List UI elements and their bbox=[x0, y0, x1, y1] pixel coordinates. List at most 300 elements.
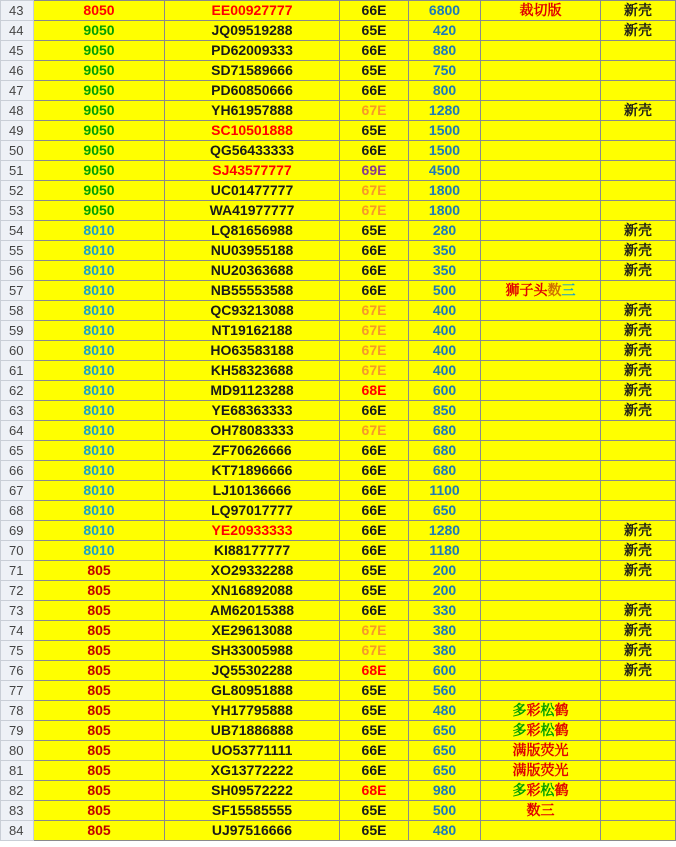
shell-cell[interactable]: 新壳 bbox=[601, 1, 676, 21]
shell-cell[interactable] bbox=[601, 61, 676, 81]
row-number[interactable]: 65 bbox=[1, 441, 34, 461]
row-number[interactable]: 75 bbox=[1, 641, 34, 661]
note-cell[interactable] bbox=[481, 481, 601, 501]
code-cell[interactable]: XO29332288 bbox=[165, 561, 340, 581]
type-cell[interactable]: 66E bbox=[340, 401, 409, 421]
code-cell[interactable]: YH17795888 bbox=[165, 701, 340, 721]
code-cell[interactable]: XN16892088 bbox=[165, 581, 340, 601]
row-number[interactable]: 46 bbox=[1, 61, 34, 81]
series-cell[interactable]: 8010 bbox=[34, 301, 165, 321]
price-cell[interactable]: 680 bbox=[409, 461, 481, 481]
series-cell[interactable]: 805 bbox=[34, 781, 165, 801]
row-number[interactable]: 51 bbox=[1, 161, 34, 181]
note-cell[interactable] bbox=[481, 681, 601, 701]
type-cell[interactable]: 66E bbox=[340, 741, 409, 761]
shell-cell[interactable]: 新壳 bbox=[601, 241, 676, 261]
type-cell[interactable]: 65E bbox=[340, 581, 409, 601]
series-cell[interactable]: 8010 bbox=[34, 421, 165, 441]
row-number[interactable]: 79 bbox=[1, 721, 34, 741]
type-cell[interactable]: 65E bbox=[340, 561, 409, 581]
row-number[interactable]: 72 bbox=[1, 581, 34, 601]
series-cell[interactable]: 805 bbox=[34, 741, 165, 761]
row-number[interactable]: 56 bbox=[1, 261, 34, 281]
code-cell[interactable]: XG13772222 bbox=[165, 761, 340, 781]
table-row bbox=[1, 181, 676, 201]
type-cell[interactable]: 66E bbox=[340, 761, 409, 781]
shell-cell[interactable] bbox=[601, 421, 676, 441]
series-cell[interactable]: 8010 bbox=[34, 381, 165, 401]
code-cell[interactable]: XE29613088 bbox=[165, 621, 340, 641]
note-cell[interactable] bbox=[481, 581, 601, 601]
series-cell[interactable]: 9050 bbox=[34, 81, 165, 101]
series-cell[interactable]: 805 bbox=[34, 801, 165, 821]
code-cell[interactable]: SH09572222 bbox=[165, 781, 340, 801]
series-cell[interactable]: 805 bbox=[34, 821, 165, 841]
row-number[interactable]: 43 bbox=[1, 1, 34, 21]
type-cell[interactable]: 68E bbox=[340, 781, 409, 801]
price-cell[interactable]: 400 bbox=[409, 321, 481, 341]
code-cell[interactable]: YE68363333 bbox=[165, 401, 340, 421]
shell-cell[interactable]: 新壳 bbox=[601, 101, 676, 121]
price-cell[interactable]: 6800 bbox=[409, 1, 481, 21]
price-cell[interactable]: 480 bbox=[409, 821, 481, 841]
code-cell[interactable]: QG56433333 bbox=[165, 141, 340, 161]
price-cell[interactable]: 650 bbox=[409, 761, 481, 781]
shell-cell[interactable] bbox=[601, 801, 676, 821]
table-row bbox=[1, 581, 676, 601]
code-cell[interactable]: SF15585555 bbox=[165, 801, 340, 821]
shell-cell[interactable] bbox=[601, 461, 676, 481]
price-cell[interactable]: 380 bbox=[409, 621, 481, 641]
type-cell[interactable]: 66E bbox=[340, 261, 409, 281]
type-cell[interactable]: 66E bbox=[340, 281, 409, 301]
code-cell[interactable]: LJ10136666 bbox=[165, 481, 340, 501]
code-cell[interactable]: NU03955188 bbox=[165, 241, 340, 261]
row-number[interactable]: 80 bbox=[1, 741, 34, 761]
price-cell[interactable]: 400 bbox=[409, 361, 481, 381]
note-cell[interactable] bbox=[481, 181, 601, 201]
code-cell[interactable]: EE00927777 bbox=[165, 1, 340, 21]
type-cell[interactable]: 65E bbox=[340, 681, 409, 701]
type-cell[interactable]: 66E bbox=[340, 601, 409, 621]
shell-cell[interactable] bbox=[601, 681, 676, 701]
shell-cell[interactable]: 新壳 bbox=[601, 221, 676, 241]
shell-cell[interactable] bbox=[601, 141, 676, 161]
price-cell[interactable]: 500 bbox=[409, 281, 481, 301]
shell-cell[interactable]: 新壳 bbox=[601, 381, 676, 401]
price-cell[interactable]: 1500 bbox=[409, 141, 481, 161]
series-cell[interactable]: 805 bbox=[34, 761, 165, 781]
series-cell[interactable]: 8010 bbox=[34, 341, 165, 361]
price-cell[interactable]: 480 bbox=[409, 701, 481, 721]
type-cell[interactable]: 65E bbox=[340, 821, 409, 841]
row-number[interactable]: 57 bbox=[1, 281, 34, 301]
series-cell[interactable]: 805 bbox=[34, 561, 165, 581]
note-cell[interactable] bbox=[481, 521, 601, 541]
note-cell[interactable] bbox=[481, 761, 601, 781]
code-cell[interactable]: SD71589666 bbox=[165, 61, 340, 81]
shell-cell[interactable] bbox=[601, 761, 676, 781]
type-cell[interactable]: 67E bbox=[340, 641, 409, 661]
row-number[interactable]: 48 bbox=[1, 101, 34, 121]
code-cell[interactable]: NU20363688 bbox=[165, 261, 340, 281]
series-cell[interactable]: 8010 bbox=[34, 281, 165, 301]
row-number[interactable]: 54 bbox=[1, 221, 34, 241]
type-cell[interactable]: 68E bbox=[340, 661, 409, 681]
type-cell[interactable]: 67E bbox=[340, 361, 409, 381]
type-cell[interactable]: 66E bbox=[340, 481, 409, 501]
table-row bbox=[1, 721, 676, 741]
shell-cell[interactable] bbox=[601, 201, 676, 221]
row-number[interactable]: 53 bbox=[1, 201, 34, 221]
shell-cell[interactable]: 新壳 bbox=[601, 521, 676, 541]
series-cell[interactable]: 805 bbox=[34, 661, 165, 681]
row-number[interactable]: 49 bbox=[1, 121, 34, 141]
note-fragment: 多 bbox=[512, 722, 527, 738]
price-cell[interactable]: 280 bbox=[409, 221, 481, 241]
shell-cell[interactable]: 新壳 bbox=[601, 561, 676, 581]
type-cell[interactable]: 67E bbox=[340, 321, 409, 341]
code-cell[interactable]: JQ55302288 bbox=[165, 661, 340, 681]
price-cell[interactable]: 350 bbox=[409, 261, 481, 281]
price-cell[interactable]: 1280 bbox=[409, 521, 481, 541]
row-number[interactable]: 81 bbox=[1, 761, 34, 781]
price-cell[interactable]: 1100 bbox=[409, 481, 481, 501]
price-cell[interactable]: 420 bbox=[409, 21, 481, 41]
row-number[interactable]: 63 bbox=[1, 401, 34, 421]
shell-cell[interactable]: 新壳 bbox=[601, 21, 676, 41]
type-cell[interactable]: 66E bbox=[340, 521, 409, 541]
note-cell[interactable] bbox=[481, 661, 601, 681]
row-number[interactable]: 60 bbox=[1, 341, 34, 361]
code-cell[interactable]: PD62009333 bbox=[165, 41, 340, 61]
shell-cell[interactable] bbox=[601, 741, 676, 761]
price-cell[interactable]: 350 bbox=[409, 241, 481, 261]
type-cell[interactable]: 67E bbox=[340, 201, 409, 221]
row-number[interactable]: 71 bbox=[1, 561, 34, 581]
type-cell[interactable]: 66E bbox=[340, 41, 409, 61]
shell-cell[interactable]: 新壳 bbox=[601, 661, 676, 681]
price-cell[interactable]: 1800 bbox=[409, 181, 481, 201]
price-cell[interactable]: 4500 bbox=[409, 161, 481, 181]
row-number[interactable]: 68 bbox=[1, 501, 34, 521]
note-cell[interactable] bbox=[481, 1, 601, 21]
price-cell[interactable]: 1500 bbox=[409, 121, 481, 141]
type-cell[interactable]: 65E bbox=[340, 721, 409, 741]
row-number[interactable]: 45 bbox=[1, 41, 34, 61]
code-cell[interactable]: LQ81656988 bbox=[165, 221, 340, 241]
note-cell[interactable] bbox=[481, 701, 601, 721]
note-cell[interactable] bbox=[481, 161, 601, 181]
code-cell[interactable]: QC93213088 bbox=[165, 301, 340, 321]
price-cell[interactable]: 850 bbox=[409, 401, 481, 421]
series-cell[interactable]: 9050 bbox=[34, 41, 165, 61]
shell-cell[interactable] bbox=[601, 121, 676, 141]
type-cell[interactable]: 65E bbox=[340, 701, 409, 721]
shell-cell[interactable] bbox=[601, 181, 676, 201]
note-cell[interactable] bbox=[481, 81, 601, 101]
price-cell[interactable]: 750 bbox=[409, 61, 481, 81]
price-cell[interactable]: 500 bbox=[409, 801, 481, 821]
note-cell[interactable] bbox=[481, 21, 601, 41]
row-number[interactable]: 58 bbox=[1, 301, 34, 321]
shell-cell[interactable]: 新壳 bbox=[601, 261, 676, 281]
note-cell[interactable] bbox=[481, 201, 601, 221]
type-cell[interactable]: 65E bbox=[340, 801, 409, 821]
code-cell[interactable]: UC01477777 bbox=[165, 181, 340, 201]
shell-cell[interactable] bbox=[601, 721, 676, 741]
shell-cell[interactable]: 新壳 bbox=[601, 601, 676, 621]
series-cell[interactable]: 8010 bbox=[34, 261, 165, 281]
series-cell[interactable]: 8010 bbox=[34, 221, 165, 241]
price-cell[interactable]: 680 bbox=[409, 421, 481, 441]
row-number[interactable]: 74 bbox=[1, 621, 34, 641]
row-number[interactable]: 78 bbox=[1, 701, 34, 721]
note-cell[interactable] bbox=[481, 601, 601, 621]
note-cell[interactable] bbox=[481, 221, 601, 241]
price-cell[interactable]: 1280 bbox=[409, 101, 481, 121]
shell-cell[interactable]: 新壳 bbox=[601, 341, 676, 361]
shell-cell[interactable] bbox=[601, 281, 676, 301]
note-cell[interactable] bbox=[481, 641, 601, 661]
row-number[interactable]: 62 bbox=[1, 381, 34, 401]
row-number[interactable]: 64 bbox=[1, 421, 34, 441]
row-number[interactable]: 73 bbox=[1, 601, 34, 621]
row-number[interactable]: 47 bbox=[1, 81, 34, 101]
row-number[interactable]: 76 bbox=[1, 661, 34, 681]
price-cell[interactable]: 400 bbox=[409, 341, 481, 361]
code-cell[interactable]: UO53771111 bbox=[165, 741, 340, 761]
row-number[interactable]: 50 bbox=[1, 141, 34, 161]
price-cell[interactable]: 600 bbox=[409, 381, 481, 401]
code-cell[interactable]: KH58323688 bbox=[165, 361, 340, 381]
shell-cell[interactable]: 新壳 bbox=[601, 401, 676, 421]
code-cell[interactable]: SH33005988 bbox=[165, 641, 340, 661]
series-cell[interactable]: 8010 bbox=[34, 241, 165, 261]
type-cell[interactable]: 65E bbox=[340, 21, 409, 41]
code-cell[interactable]: NB55553588 bbox=[165, 281, 340, 301]
type-cell[interactable]: 66E bbox=[340, 501, 409, 521]
type-cell[interactable]: 67E bbox=[340, 421, 409, 441]
shell-cell[interactable] bbox=[601, 781, 676, 801]
series-cell[interactable]: 9050 bbox=[34, 201, 165, 221]
row-number[interactable]: 55 bbox=[1, 241, 34, 261]
type-cell[interactable]: 67E bbox=[340, 101, 409, 121]
note-cell[interactable] bbox=[481, 321, 601, 341]
note-cell[interactable] bbox=[481, 41, 601, 61]
series-cell[interactable]: 8010 bbox=[34, 361, 165, 381]
row-number[interactable]: 61 bbox=[1, 361, 34, 381]
code-cell[interactable]: MD91123288 bbox=[165, 381, 340, 401]
series-cell[interactable]: 805 bbox=[34, 681, 165, 701]
type-cell[interactable]: 65E bbox=[340, 221, 409, 241]
type-cell[interactable]: 66E bbox=[340, 461, 409, 481]
series-cell[interactable]: 8010 bbox=[34, 401, 165, 421]
shell-cell[interactable] bbox=[601, 81, 676, 101]
series-cell[interactable]: 8010 bbox=[34, 481, 165, 501]
price-cell[interactable]: 880 bbox=[409, 41, 481, 61]
table-row bbox=[1, 621, 676, 641]
row-number[interactable]: 67 bbox=[1, 481, 34, 501]
note-cell[interactable] bbox=[481, 261, 601, 281]
note-cell[interactable] bbox=[481, 341, 601, 361]
type-cell[interactable]: 66E bbox=[340, 81, 409, 101]
type-cell[interactable]: 67E bbox=[340, 621, 409, 641]
row-number[interactable]: 82 bbox=[1, 781, 34, 801]
price-cell[interactable]: 330 bbox=[409, 601, 481, 621]
price-cell[interactable]: 200 bbox=[409, 581, 481, 601]
code-cell[interactable]: YH61957888 bbox=[165, 101, 340, 121]
code-cell[interactable]: KT71896666 bbox=[165, 461, 340, 481]
type-cell[interactable]: 67E bbox=[340, 301, 409, 321]
series-cell[interactable]: 9050 bbox=[34, 181, 165, 201]
series-cell[interactable]: 9050 bbox=[34, 121, 165, 141]
price-cell[interactable]: 680 bbox=[409, 441, 481, 461]
row-number[interactable]: 44 bbox=[1, 21, 34, 41]
code-cell[interactable]: PD60850666 bbox=[165, 81, 340, 101]
note-cell[interactable] bbox=[481, 421, 601, 441]
note-cell[interactable] bbox=[481, 801, 601, 821]
shell-cell[interactable] bbox=[601, 481, 676, 501]
series-cell[interactable]: 9050 bbox=[34, 161, 165, 181]
type-cell[interactable]: 65E bbox=[340, 121, 409, 141]
price-cell[interactable]: 200 bbox=[409, 561, 481, 581]
shell-cell[interactable]: 新壳 bbox=[601, 301, 676, 321]
row-number[interactable]: 77 bbox=[1, 681, 34, 701]
note-cell[interactable] bbox=[481, 241, 601, 261]
type-cell[interactable]: 67E bbox=[340, 181, 409, 201]
price-cell[interactable]: 400 bbox=[409, 301, 481, 321]
price-cell[interactable]: 560 bbox=[409, 681, 481, 701]
note-cell[interactable] bbox=[481, 741, 601, 761]
price-cell[interactable]: 650 bbox=[409, 501, 481, 521]
shell-cell[interactable]: 新壳 bbox=[601, 361, 676, 381]
price-cell[interactable]: 800 bbox=[409, 81, 481, 101]
series-cell[interactable]: 8010 bbox=[34, 441, 165, 461]
price-cell[interactable]: 650 bbox=[409, 721, 481, 741]
series-cell[interactable]: 9050 bbox=[34, 141, 165, 161]
shell-cell[interactable]: 新壳 bbox=[601, 321, 676, 341]
type-cell[interactable]: 66E bbox=[340, 441, 409, 461]
shell-cell[interactable] bbox=[601, 581, 676, 601]
note-cell[interactable] bbox=[481, 461, 601, 481]
shell-cell[interactable] bbox=[601, 701, 676, 721]
type-cell[interactable]: 69E bbox=[340, 161, 409, 181]
code-cell[interactable]: NT19162188 bbox=[165, 321, 340, 341]
note-cell[interactable] bbox=[481, 281, 601, 301]
note-cell[interactable] bbox=[481, 561, 601, 581]
type-cell[interactable]: 66E bbox=[340, 1, 409, 21]
row-number[interactable]: 52 bbox=[1, 181, 34, 201]
series-cell[interactable]: 8010 bbox=[34, 461, 165, 481]
series-cell[interactable]: 8010 bbox=[34, 321, 165, 341]
row-number[interactable]: 70 bbox=[1, 541, 34, 561]
code-cell[interactable]: AM62015388 bbox=[165, 601, 340, 621]
type-cell[interactable]: 68E bbox=[340, 381, 409, 401]
series-cell[interactable]: 805 bbox=[34, 581, 165, 601]
series-cell[interactable]: 805 bbox=[34, 621, 165, 641]
note-cell[interactable] bbox=[481, 101, 601, 121]
price-cell[interactable]: 1800 bbox=[409, 201, 481, 221]
series-cell[interactable]: 805 bbox=[34, 701, 165, 721]
code-cell[interactable]: SJ43577777 bbox=[165, 161, 340, 181]
series-cell[interactable]: 8050 bbox=[34, 1, 165, 21]
shell-cell[interactable] bbox=[601, 441, 676, 461]
code-cell[interactable]: HO63583188 bbox=[165, 341, 340, 361]
note-cell[interactable] bbox=[481, 301, 601, 321]
note-cell[interactable] bbox=[481, 381, 601, 401]
note-cell[interactable] bbox=[481, 781, 601, 801]
code-cell[interactable]: LQ97017777 bbox=[165, 501, 340, 521]
code-cell[interactable]: JQ09519288 bbox=[165, 21, 340, 41]
note-cell[interactable] bbox=[481, 121, 601, 141]
series-cell[interactable]: 8010 bbox=[34, 541, 165, 561]
note-cell[interactable] bbox=[481, 621, 601, 641]
row-number[interactable]: 84 bbox=[1, 821, 34, 841]
row-number[interactable]: 83 bbox=[1, 801, 34, 821]
series-cell[interactable]: 805 bbox=[34, 601, 165, 621]
series-cell[interactable]: 805 bbox=[34, 721, 165, 741]
price-cell[interactable]: 1180 bbox=[409, 541, 481, 561]
series-cell[interactable]: 805 bbox=[34, 641, 165, 661]
shell-cell[interactable]: 新壳 bbox=[601, 641, 676, 661]
type-cell[interactable]: 67E bbox=[340, 341, 409, 361]
type-cell[interactable]: 66E bbox=[340, 141, 409, 161]
code-cell[interactable]: SC10501888 bbox=[165, 121, 340, 141]
note-cell[interactable] bbox=[481, 61, 601, 81]
shell-cell[interactable]: 新壳 bbox=[601, 621, 676, 641]
row-number[interactable]: 69 bbox=[1, 521, 34, 541]
price-cell[interactable]: 980 bbox=[409, 781, 481, 801]
row-number[interactable]: 59 bbox=[1, 321, 34, 341]
type-cell[interactable]: 66E bbox=[340, 541, 409, 561]
shell-cell[interactable] bbox=[601, 821, 676, 841]
type-cell[interactable]: 65E bbox=[340, 61, 409, 81]
code-cell[interactable]: GL80951888 bbox=[165, 681, 340, 701]
note-cell[interactable] bbox=[481, 501, 601, 521]
code-cell[interactable]: WA41977777 bbox=[165, 201, 340, 221]
note-cell[interactable] bbox=[481, 721, 601, 741]
note-cell[interactable] bbox=[481, 541, 601, 561]
shell-cell[interactable] bbox=[601, 41, 676, 61]
note-cell[interactable] bbox=[481, 361, 601, 381]
note-cell[interactable] bbox=[481, 401, 601, 421]
series-cell[interactable]: 9050 bbox=[34, 61, 165, 81]
price-cell[interactable]: 650 bbox=[409, 741, 481, 761]
code-cell[interactable]: UJ97516666 bbox=[165, 821, 340, 841]
note-cell[interactable] bbox=[481, 441, 601, 461]
series-cell[interactable]: 8010 bbox=[34, 501, 165, 521]
series-cell[interactable]: 8010 bbox=[34, 521, 165, 541]
note-cell[interactable] bbox=[481, 821, 601, 841]
table-row bbox=[1, 201, 676, 221]
series-cell[interactable]: 9050 bbox=[34, 21, 165, 41]
shell-cell[interactable] bbox=[601, 161, 676, 181]
type-cell[interactable]: 66E bbox=[340, 241, 409, 261]
note-cell[interactable] bbox=[481, 141, 601, 161]
price-cell[interactable]: 600 bbox=[409, 661, 481, 681]
code-cell[interactable]: YE20933333 bbox=[165, 521, 340, 541]
code-cell[interactable]: UB71886888 bbox=[165, 721, 340, 741]
code-cell[interactable]: ZF70626666 bbox=[165, 441, 340, 461]
code-cell[interactable]: OH78083333 bbox=[165, 421, 340, 441]
series-cell[interactable]: 9050 bbox=[34, 101, 165, 121]
shell-cell[interactable] bbox=[601, 501, 676, 521]
shell-cell[interactable]: 新壳 bbox=[601, 541, 676, 561]
row-number[interactable]: 66 bbox=[1, 461, 34, 481]
price-cell[interactable]: 380 bbox=[409, 641, 481, 661]
code-cell[interactable]: KI88177777 bbox=[165, 541, 340, 561]
